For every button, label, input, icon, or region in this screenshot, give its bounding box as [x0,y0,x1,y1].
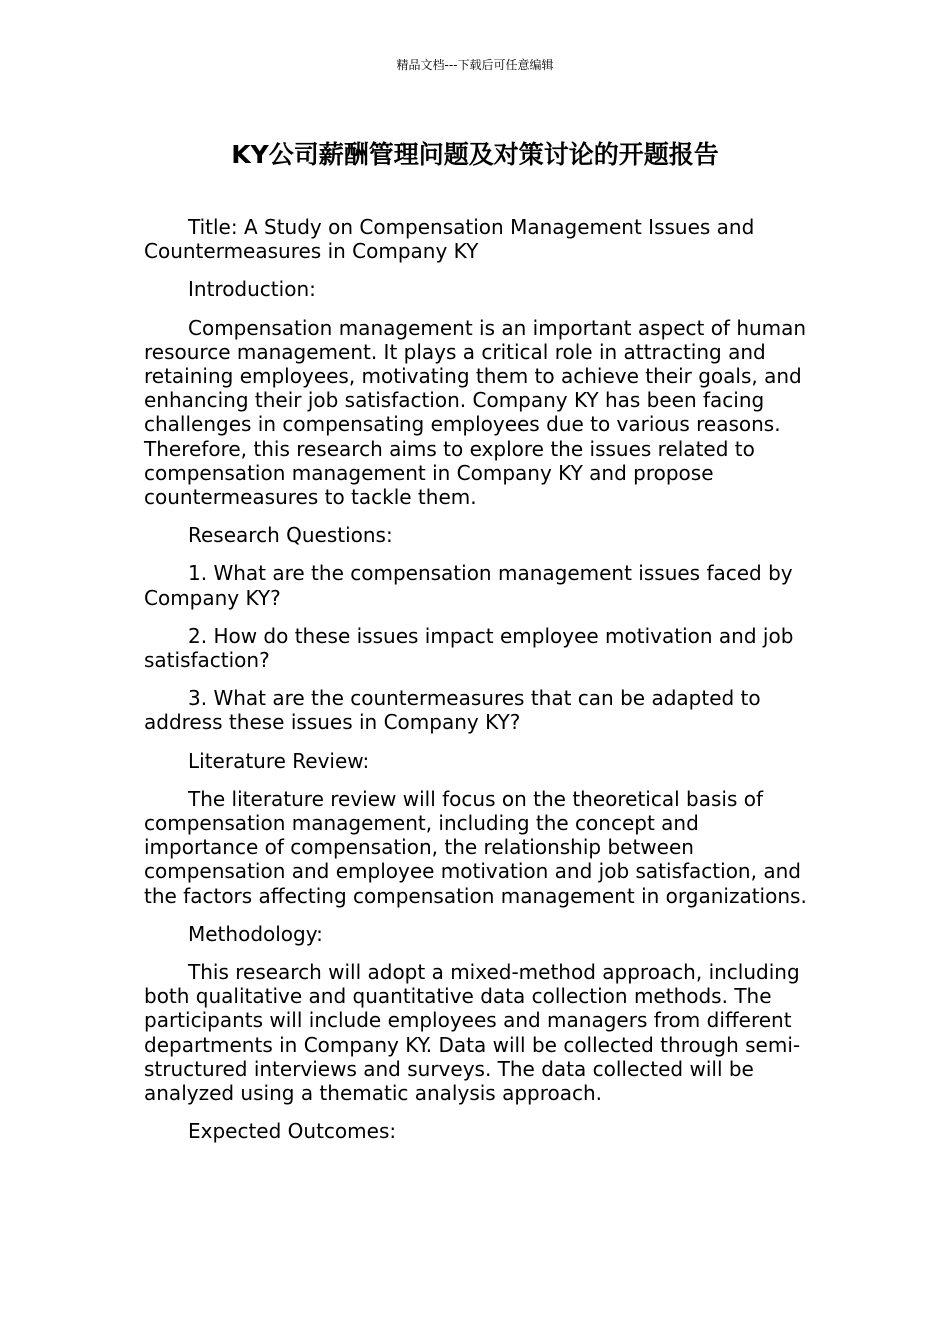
document-body [144,215,814,1158]
research-question-3: 3. What are the countermeasures that can be adapted to address these issues in Company KY? [144,686,761,735]
paragraph-literature-review: The literature review will focus on the theoretical basis of compensation management, including the concept and importance of compensation, the relationship between compensation and employee motivation and job satisfaction, and the factors affecting compensation management in organizations. [144,786,807,908]
heading-research-questions: Research Questions: [188,523,393,548]
paragraph-introduction: Compensation management is an important aspect of human resource management. It plays a critical role in attracting and retaining employees, motivating them to achieve their goals, and enhancing their job satisfaction. Company KY has been facing challenges in compensating employees due to various reasons. Therefore, this research aims to explore the issues related to compensation management in Company KY and propose countermeasures to tackle them. [144,315,807,510]
header-note: 精品文档---下载后可任意编辑 [396,58,554,72]
heading-expected-outcomes: Expected Outcomes: [188,1119,397,1144]
heading-introduction: Introduction: [188,277,316,302]
paragraph-title-line: Title: A Study on Compensation Management Issues and Countermeasures in Company KY [144,215,755,264]
heading-methodology: Methodology: [188,921,323,946]
research-question-1: 1. What are the compensation management issues faced by Company KY? [144,561,793,610]
research-question-2: 2. How do these issues impact employee motivation and job satisfaction? [144,623,794,673]
document-title: KY公司薪酬管理问题及对策讨论的开题报告 [231,140,719,169]
paragraph-methodology: This research will adopt a mixed-method approach, including both qualitative and quantitative data collection methods. The participants will include employees and managers from different departments in Company KY. Data will be collected through semi-structured interviews and surveys. The data collected will be analyzed using a thematic analysis approach. [144,960,801,1106]
heading-literature-review: Literature Review: [188,748,370,773]
